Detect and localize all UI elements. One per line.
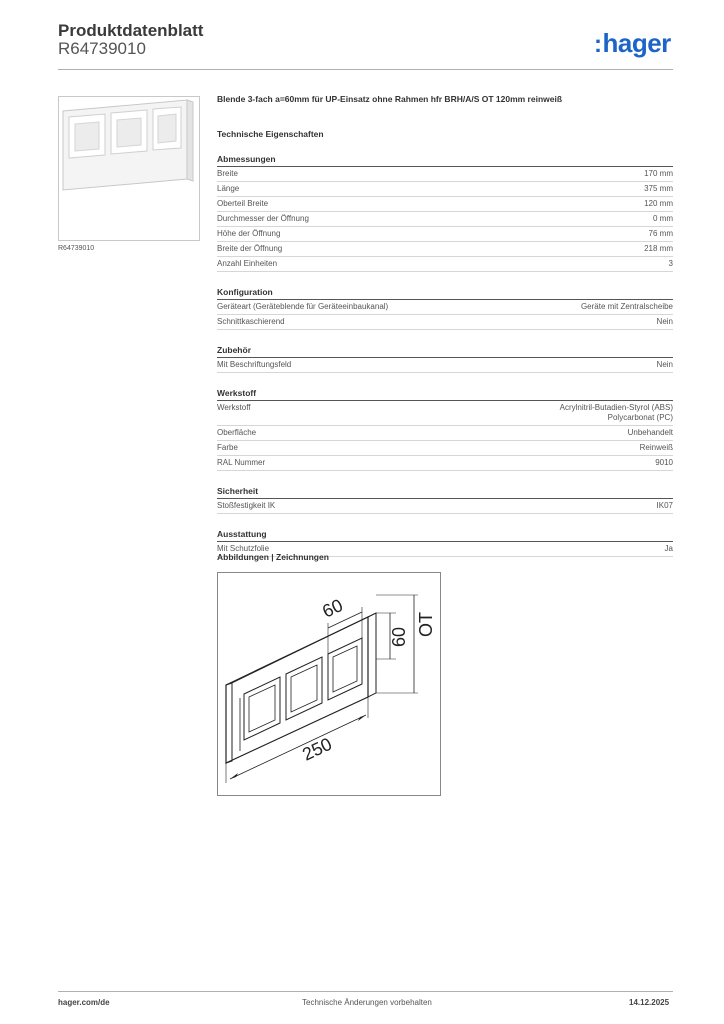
spec-value: Reinweiß bbox=[639, 443, 673, 452]
spec-row bbox=[217, 167, 673, 182]
spec-row bbox=[217, 401, 673, 426]
spec-value: Nein bbox=[656, 317, 673, 326]
spec-label: Mit Schutzfolie bbox=[217, 544, 270, 553]
logo-text: hager bbox=[602, 28, 671, 58]
technical-drawing bbox=[217, 572, 441, 796]
spec-row bbox=[217, 456, 673, 471]
spec-value: 76 mm bbox=[648, 229, 673, 238]
drawings-heading: Abbildungen | Zeichnungen bbox=[217, 552, 329, 562]
spec-value-line: Polycarbonat (PC) bbox=[607, 413, 673, 422]
section-title: Konfiguration bbox=[217, 287, 673, 300]
drawing-svg bbox=[218, 573, 440, 795]
spec-value: Unbehandelt bbox=[627, 428, 673, 437]
spec-label: Oberfläche bbox=[217, 428, 257, 437]
spec-value: 3 bbox=[668, 259, 673, 268]
spec-label: RAL Nummer bbox=[217, 458, 266, 467]
spec-label: Oberteil Breite bbox=[217, 199, 269, 208]
spec-value: Geräte mit Zentralscheibe bbox=[580, 302, 673, 311]
spec-label: Werkstoff bbox=[217, 403, 251, 412]
section-title: Zubehör bbox=[217, 345, 673, 358]
spec-row bbox=[217, 227, 673, 242]
spec-label: Anzahl Einheiten bbox=[217, 259, 278, 268]
spec-value: IK07 bbox=[656, 501, 673, 510]
dim-width-label: 250 bbox=[299, 733, 335, 765]
spec-row bbox=[217, 315, 673, 330]
section-title: Werkstoff bbox=[217, 388, 673, 401]
image-caption: R64739010 bbox=[58, 245, 95, 252]
spec-label: Schnittkaschierend bbox=[217, 317, 285, 326]
spec-label: Geräteart (Geräteblende für Geräteeinbaukanal) bbox=[217, 302, 389, 311]
spec-label: Mit Beschriftungsfeld bbox=[217, 360, 292, 369]
spec-value: 0 mm bbox=[653, 214, 673, 223]
spec-row bbox=[217, 182, 673, 197]
spec-row bbox=[217, 358, 673, 373]
spec-label: Höhe der Öffnung bbox=[217, 229, 281, 238]
spec-label: Stoßfestigkeit IK bbox=[217, 501, 276, 510]
product-description: Blende 3-fach a=60mm für UP-Einsatz ohne Rahmen hfr BRH/A/S OT 120mm reinweiß bbox=[217, 94, 563, 104]
logo-mark: : bbox=[594, 31, 602, 58]
spec-label: Breite bbox=[217, 169, 238, 178]
section-title: Ausstattung bbox=[217, 529, 673, 542]
spec-value: Ja bbox=[664, 544, 673, 553]
technical-heading: Technische Eigenschaften bbox=[217, 129, 324, 139]
spec-row bbox=[217, 212, 673, 227]
product-number: R64739010 bbox=[58, 39, 146, 58]
spec-row bbox=[217, 242, 673, 257]
specification-area bbox=[217, 94, 673, 572]
spec-value: 120 mm bbox=[644, 199, 673, 208]
section-konfiguration bbox=[217, 287, 673, 330]
header-divider bbox=[58, 69, 673, 70]
spec-value: 170 mm bbox=[644, 169, 673, 178]
footer-date: 14.12.2025 bbox=[629, 998, 670, 1007]
spec-value: 218 mm bbox=[644, 244, 673, 253]
spec-row bbox=[217, 441, 673, 456]
page-title: Produktdatenblatt bbox=[58, 21, 204, 40]
section-title: Sicherheit bbox=[217, 486, 673, 499]
spec-row bbox=[217, 300, 673, 315]
dim-opening-label: 60 bbox=[319, 595, 346, 622]
spec-label: Farbe bbox=[217, 443, 238, 452]
footer-divider bbox=[58, 991, 673, 992]
spec-row bbox=[217, 197, 673, 212]
section-title: Abmessungen bbox=[217, 154, 673, 167]
footer-notice: Technische Änderungen vorbehalten bbox=[302, 998, 432, 1007]
section-werkstoff bbox=[217, 388, 673, 471]
spec-label: Breite der Öffnung bbox=[217, 244, 283, 253]
spec-label: Durchmesser der Öffnung bbox=[217, 214, 309, 223]
spec-row bbox=[217, 499, 673, 514]
section-zubehoer bbox=[217, 345, 673, 373]
dim-pitch-label: 60 bbox=[389, 626, 409, 647]
product-illustration bbox=[59, 97, 199, 240]
product-image bbox=[58, 96, 200, 241]
spec-value: Nein bbox=[656, 360, 673, 369]
spec-value bbox=[560, 403, 673, 423]
spec-label: Länge bbox=[217, 184, 240, 193]
spec-row bbox=[217, 426, 673, 441]
section-abmessungen bbox=[217, 154, 673, 272]
section-sicherheit bbox=[217, 486, 673, 514]
spec-value-line: Acrylnitril-Butadien-Styrol (ABS) bbox=[559, 403, 673, 412]
spec-value: 9010 bbox=[655, 458, 673, 467]
dim-ot-label: OT bbox=[416, 612, 436, 637]
spec-row bbox=[217, 257, 673, 272]
footer-website: hager.com/de bbox=[58, 998, 110, 1007]
hager-logo bbox=[594, 28, 671, 59]
spec-value: 375 mm bbox=[644, 184, 673, 193]
